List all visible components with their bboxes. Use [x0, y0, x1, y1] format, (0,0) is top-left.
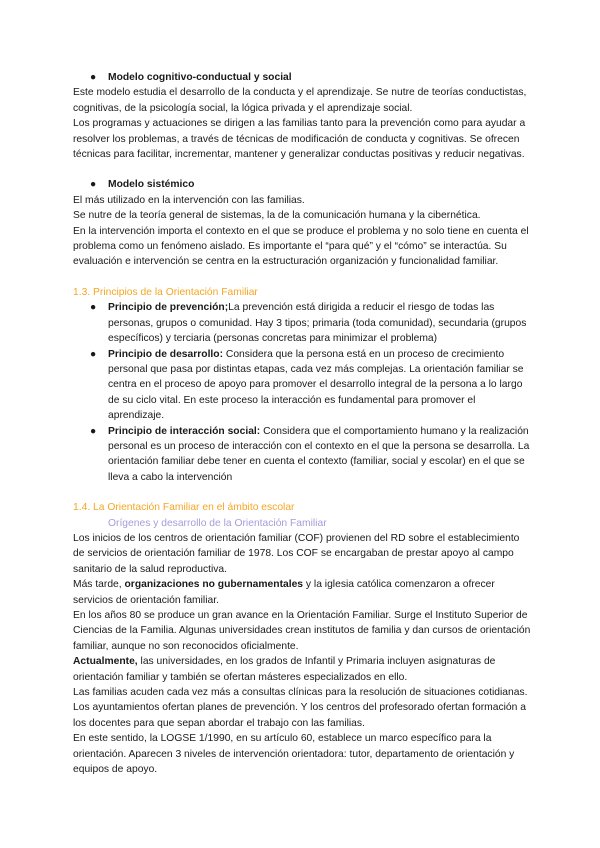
principle-text: Considera que el comportamiento humano y la realización personal es un proceso de interacción con el contexto en el que la persona se desarrolla. La orientación familiar debe tener en cuenta el contexto (familiar, social y escolar) en el que se lleva a cabo la intervención [108, 425, 530, 483]
paragraph: Se nutre de la teoría general de sistemas, la de la comunicación humana y la cibernética. [73, 210, 481, 222]
document-content [73, 70, 533, 777]
principle-text: Considera que la persona está en un proceso de crecimiento personal que pasa por distintas etapas, cada vez más complejas. La orientación familiar se centra en el proceso de apoyo para promover el desarrollo integral de la persona a lo largo de su ciclo vital. En este proceso la interacción es fundamental para promover el aprendizaje. [108, 348, 524, 422]
section-title-principles: 1.3. Principios de la Orientación Familiar [73, 286, 258, 298]
paragraph: Los programas y actuaciones se dirigen a las familias tanto para la prevención como para ayudar a resolver los problemas, a través de técnicas de modificación de conducta y cognitivas. Se ofrecen técnicas para facilitar, incrementar, mantener y generalizar conductas positivas y reducir negativas. [73, 118, 526, 161]
paragraph: En este sentido, la LOGSE 1/1990, en su artículo 60, establece un marco específico para la orientación. Aparecen 3 niveles de intervención orientadora: tutor, departamento de orientación y equipos de apoyo. [73, 733, 515, 776]
model-heading-systemic [73, 177, 533, 192]
list-item [73, 300, 533, 346]
bullet-icon: ● [90, 302, 97, 314]
subsection-title: Orígenes y desarrollo de la Orientación Familiar [108, 517, 327, 529]
principle-term: Principio de interacción social: [108, 425, 261, 437]
paragraph: Los inicios de los centros de orientación familiar (COF) provienen del RD sobre el establecimiento de servicios de orientación familiar de 1978. Los COF se encargaban de prestar apoyo al campo sanitario de la salud reproductiva. [73, 532, 520, 575]
paragraph [73, 654, 533, 685]
bold-span: Actualmente, [73, 656, 138, 668]
principles-list [73, 300, 533, 485]
paragraph: En los años 80 se produce un gran avance en la Orientación Familiar. Surge el Instituto Superior de Ciencias de la Familia. Algunas universidades crean institutos de familia y dan cursos de orientación familiar, aunque no son reconocidos oficialmente. [73, 610, 531, 652]
paragraph: El más utilizado en la intervención con las familias. [73, 194, 305, 206]
principle-term: Principio de desarrollo: [108, 348, 224, 360]
principle-text: La prevención está dirigida a reducir el riesgo de todas las personas, grupos o comunidad. Hay 3 tipos; primaria (toda comunidad), secundaria (grupos específicos) y terciaria (personas concretas para minimizar el problema) [108, 302, 527, 345]
list-item [73, 424, 533, 486]
bullet-icon: ● [90, 72, 97, 83]
heading-text: Modelo sistémico [108, 179, 195, 191]
principle-term: Principio de prevención; [108, 302, 229, 314]
bullet-icon: ● [90, 179, 97, 191]
list-item [73, 347, 533, 424]
bold-span: organizaciones no gubernamentales [124, 579, 304, 591]
text-span: y la iglesia católica comenzaron a ofrecer servicios de orientación familiar. [73, 579, 495, 606]
text-span: Más tarde, [73, 579, 125, 591]
model-heading-cognitive [73, 70, 533, 85]
paragraph [73, 577, 533, 608]
paragraph: En la intervención importa el contexto en el que se produce el problema y no solo tiene en cuenta el problema como un fenómeno aislado. Es importante el “para qué” y el “cómo” se interactúa. Su evaluación e intervención se centra en la estructuración organización y funcionalidad familiar. [73, 225, 529, 268]
text-span: las universidades, en los grados de Infantil y Primaria incluyen asignaturas de orientación familiar y también se ofertan másteres especializados en ello. [73, 656, 496, 683]
heading-text: Modelo cognitivo-conductual y social [108, 72, 292, 83]
paragraph: Este modelo estudia el desarrollo de la conducta y el aprendizaje. Se nutre de teorías conductistas, cognitivas, de la psicología social, la lógica privada y el aprendizaje social. [73, 87, 527, 114]
section-title-school: 1.4. La Orientación Familiar en el ámbito escolar [73, 502, 295, 514]
bullet-icon: ● [90, 425, 97, 437]
bullet-icon: ● [90, 348, 97, 360]
paragraph: Las familias acuden cada vez más a consultas clínicas para la resolución de situaciones cotidianas. Los ayuntamientos ofertan planes de prevención. Y los centros del profesorado ofertan formación a los docentes para que sepan abordar el trabajo con las familias. [73, 687, 528, 729]
